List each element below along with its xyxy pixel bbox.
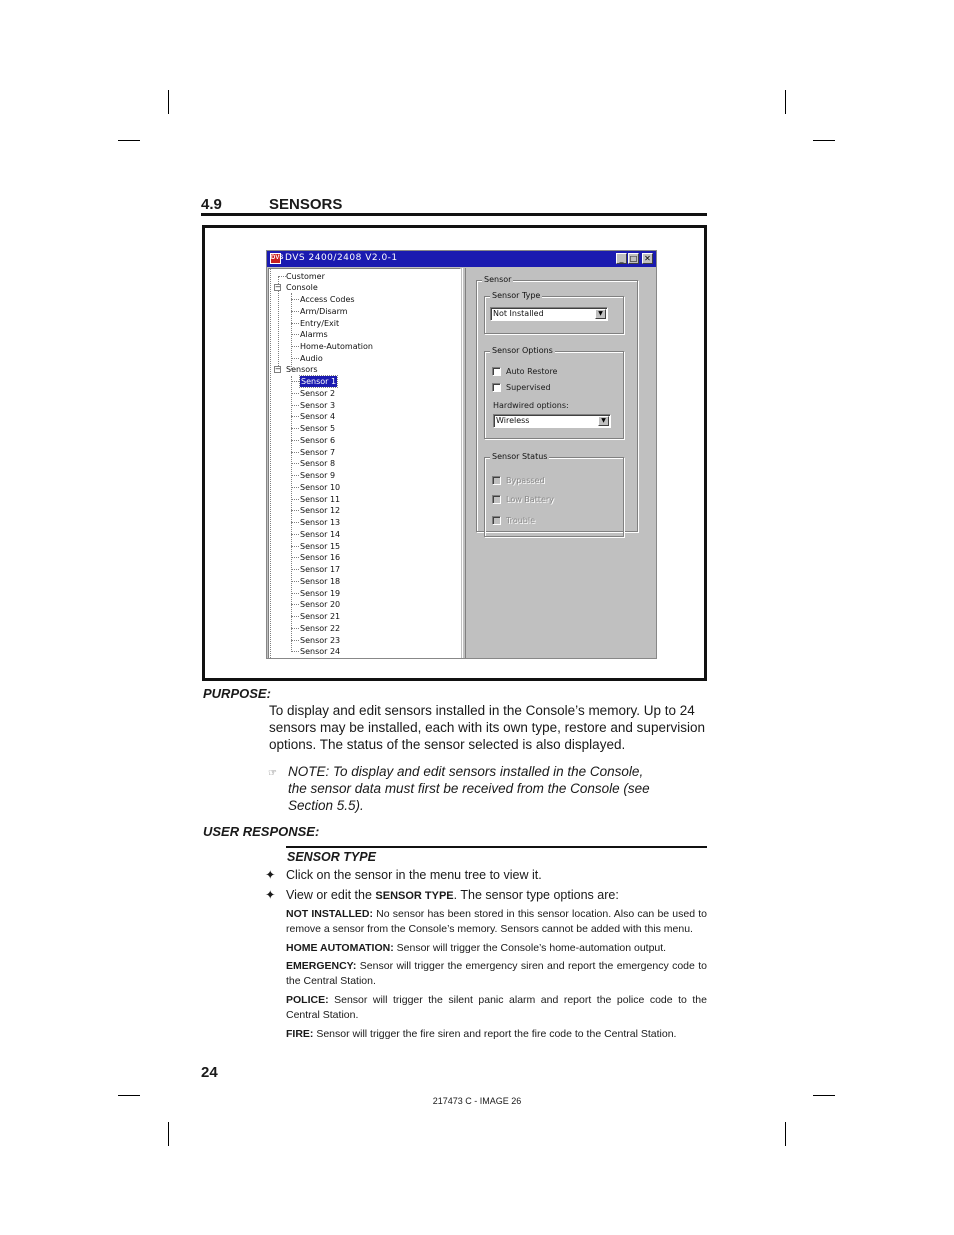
chevron-down-icon[interactable]: ▼ <box>595 309 606 319</box>
window-title: DVS 2400/2408 V2.0-1 <box>285 253 398 263</box>
tree-connector <box>291 463 299 464</box>
checkbox-box[interactable] <box>492 367 501 376</box>
sensor-type-value: Not Installed <box>493 309 544 318</box>
tree-connector <box>291 557 299 558</box>
tree-connector <box>291 616 299 617</box>
tree-item-sensor[interactable]: Sensor 18 <box>300 576 341 586</box>
definition-home-automation <box>286 941 707 956</box>
tree-connector <box>291 593 299 594</box>
tree-item-sensor[interactable]: Sensor 11 <box>300 494 341 504</box>
tree-item-console[interactable]: Console <box>286 283 318 292</box>
definition-text: Sensor will trigger the Console’s home-automation output. <box>396 942 667 954</box>
trouble-checkbox <box>492 516 535 526</box>
tree-item-sensor[interactable]: Sensor 6 <box>300 435 336 445</box>
supervised-checkbox[interactable] <box>492 383 551 393</box>
hardwired-options-label: Hardwired options: <box>493 401 569 410</box>
tree-connector <box>291 534 299 535</box>
crop-mark <box>785 90 786 114</box>
tree-item-console-child[interactable]: Entry/Exit <box>300 318 340 328</box>
tree-connector <box>291 393 299 394</box>
tree-item-console-child[interactable]: Access Codes <box>300 295 355 304</box>
tree-item-sensor[interactable]: Sensor 15 <box>300 541 341 551</box>
crop-mark <box>168 90 169 114</box>
note-line: NOTE: To display and edit sensors installed in the Console, <box>288 764 644 779</box>
sensor-status-group-label: Sensor Status <box>492 452 548 461</box>
minimize-button[interactable]: _ <box>616 253 627 264</box>
definition-not-installed <box>286 907 707 937</box>
pane-splitter[interactable] <box>462 268 466 659</box>
definition-emergency <box>286 959 707 989</box>
tree-connector <box>291 358 299 359</box>
tree-item-customer[interactable]: Customer <box>286 272 325 281</box>
tree-connector <box>291 487 299 488</box>
tree-connector <box>291 405 299 406</box>
close-button[interactable]: ✕ <box>642 253 653 264</box>
definition-text: Sensor will trigger the silent panic alarm and report the police code to the Central Station. <box>286 994 707 1021</box>
tree-connector <box>291 416 299 417</box>
collapse-icon[interactable]: − <box>275 365 281 373</box>
tree-connector <box>291 522 299 523</box>
app-window <box>266 250 657 659</box>
sensor-type-subheading: SENSOR TYPE <box>287 850 376 864</box>
tree-item-sensor[interactable]: Sensor 16 <box>300 553 341 563</box>
crop-mark <box>168 1122 169 1146</box>
auto-restore-label: Auto Restore <box>506 367 558 376</box>
checkbox-box <box>492 495 501 504</box>
checkbox-box[interactable] <box>492 383 501 392</box>
sensor-options-group-label: Sensor Options <box>492 346 553 355</box>
tree-connector <box>291 510 299 511</box>
definition-text: Sensor will trigger the fire siren and report the fire code to the Central Station. <box>316 1028 677 1040</box>
tree-connector <box>291 628 299 629</box>
purpose-line: To display and edit sensors installed in the Console’s memory. Up to 24 <box>269 703 695 718</box>
tree-connector <box>291 546 299 547</box>
tree-connector <box>291 499 299 500</box>
tree-item-sensor[interactable]: Sensor 22 <box>300 623 341 633</box>
tree-connector <box>291 569 299 570</box>
instruction-bullet <box>265 868 542 883</box>
tree-connector <box>291 323 299 324</box>
tree-item-console-child[interactable]: Alarms <box>300 330 328 340</box>
tree-connector <box>291 581 299 582</box>
tree-connector <box>291 334 299 335</box>
tree-item-sensor[interactable]: Sensor 12 <box>300 506 341 516</box>
tree-connector <box>291 475 299 476</box>
purpose-heading: PURPOSE: <box>203 686 271 701</box>
sensor-type-select[interactable] <box>490 307 608 321</box>
menu-tree[interactable] <box>268 268 461 659</box>
section-number: 4.9 <box>201 196 222 213</box>
title-bar[interactable] <box>267 251 656 267</box>
tree-connector <box>291 452 299 453</box>
tree-item-sensor[interactable]: Sensor 3 <box>300 400 336 410</box>
tree-connector <box>291 428 299 429</box>
tree-connector <box>291 604 299 605</box>
tree-connector <box>291 346 299 347</box>
definition-term: POLICE: <box>286 994 329 1006</box>
checkbox-box <box>492 476 501 485</box>
tree-connector <box>278 277 279 372</box>
tree-item-console-child[interactable]: Arm/Disarm <box>300 306 348 316</box>
chevron-down-icon[interactable]: ▼ <box>598 416 609 426</box>
purpose-note <box>288 763 688 814</box>
bypassed-label: Bypassed <box>506 476 545 485</box>
tree-connector <box>291 299 299 300</box>
low-battery-label: Low Battery <box>506 495 554 504</box>
definition-fire <box>286 1027 707 1042</box>
note-line: the sensor data must first be received from the Console (see <box>288 781 650 796</box>
pointing-hand-icon: ☞ <box>268 768 277 779</box>
divider <box>286 846 707 848</box>
auto-restore-checkbox[interactable] <box>492 367 557 377</box>
crop-mark <box>118 140 140 141</box>
tree-item-sensor[interactable]: Sensor 19 <box>300 588 341 598</box>
collapse-icon[interactable]: − <box>275 283 281 291</box>
screenshot-figure <box>202 225 707 681</box>
tree-item-sensor[interactable]: Sensor 2 <box>300 388 336 398</box>
definition-term: NOT INSTALLED: <box>286 908 373 920</box>
note-line: Section 5.5). <box>288 798 364 813</box>
maximize-button[interactable]: □ <box>629 254 638 263</box>
crop-mark <box>785 1122 786 1146</box>
sensor-type-group-label: Sensor Type <box>492 291 541 300</box>
tree-connector <box>291 376 292 652</box>
bullet-icon: ✦ <box>265 868 276 882</box>
page-number: 24 <box>201 1064 218 1081</box>
trouble-label: Trouble <box>506 516 536 525</box>
hardwired-options-value: Wireless <box>496 416 530 425</box>
hardwired-options-select[interactable] <box>493 414 611 428</box>
checkbox-box <box>492 516 501 525</box>
tree-item-sensor[interactable]: Sensor 20 <box>300 600 341 610</box>
purpose-line: options. The status of the sensor selected is also displayed. <box>269 737 626 752</box>
section-heading <box>201 196 707 216</box>
tree-item-sensor[interactable]: Sensor 1 <box>301 377 337 386</box>
tree-item-sensor[interactable]: Sensor 17 <box>300 565 341 574</box>
tree-item-sensor[interactable]: Sensor 10 <box>300 482 341 492</box>
tree-item-sensor[interactable]: Sensor 23 <box>300 635 341 645</box>
instruction-bullet <box>265 888 619 904</box>
tree-item-sensor[interactable]: Sensor 24 <box>300 647 341 657</box>
section-title: SENSORS <box>269 196 343 213</box>
purpose-line: sensors may be installed, each with its own type, restore and supervision <box>269 720 705 735</box>
tree-connector <box>291 651 299 652</box>
definition-police <box>286 993 707 1023</box>
supervised-label: Supervised <box>506 383 551 392</box>
tree-item-sensor[interactable]: Sensor 14 <box>300 529 341 539</box>
tree-connector <box>291 311 299 312</box>
definition-term: HOME AUTOMATION: <box>286 942 394 954</box>
tree-item-console-child[interactable]: Home-Automation <box>300 342 373 352</box>
tree-item-sensor[interactable]: Sensor 13 <box>300 518 341 527</box>
tree-item-sensor[interactable]: Sensor 21 <box>300 612 341 621</box>
sensor-group-label: Sensor <box>484 275 512 284</box>
tree-item-console-child[interactable]: Audio <box>300 354 323 363</box>
tree-item-sensor[interactable]: Sensor 5 <box>300 424 336 433</box>
definition-text: No sensor has been stored in this sensor location. Also can be used to remove a sensor from the Console’s memory. Sensors cannot be added with this menu. <box>286 908 708 935</box>
tree-connector <box>291 640 299 641</box>
bullet-text: Click on the sensor in the menu tree to view it. <box>286 868 542 882</box>
tree-connector <box>270 269 271 659</box>
bullet-icon: ✦ <box>265 888 276 902</box>
crop-mark <box>813 140 835 141</box>
bullet-text-pre: View or edit the <box>286 888 376 902</box>
tree-item-sensor[interactable]: Sensor 9 <box>300 471 336 480</box>
definition-term: FIRE: <box>286 1028 314 1040</box>
tree-item-sensor[interactable]: Sensor 7 <box>300 447 336 457</box>
definition-term: EMERGENCY: <box>286 960 357 972</box>
tree-connector <box>278 276 286 277</box>
tree-item-sensor[interactable]: Sensor 8 <box>300 459 336 469</box>
definition-text: Sensor will trigger the emergency siren and report the emergency code to the Central Station. <box>286 960 707 987</box>
bullet-term: SENSOR TYPE <box>375 890 454 902</box>
tree-connector <box>291 440 299 441</box>
tree-connector <box>291 381 299 382</box>
low-battery-checkbox <box>492 495 554 505</box>
document-code: 217473 C - IMAGE 26 <box>432 1096 522 1106</box>
app-icon: DVS <box>270 253 281 264</box>
purpose-paragraph <box>269 702 709 753</box>
bullet-text-post: . The sensor type options are: <box>453 888 619 902</box>
user-response-heading: USER RESPONSE: <box>203 824 320 839</box>
bypassed-checkbox <box>492 476 545 486</box>
tree-item-sensor[interactable]: Sensor 4 <box>300 412 336 422</box>
tree-item-sensors[interactable]: Sensors <box>286 365 318 374</box>
